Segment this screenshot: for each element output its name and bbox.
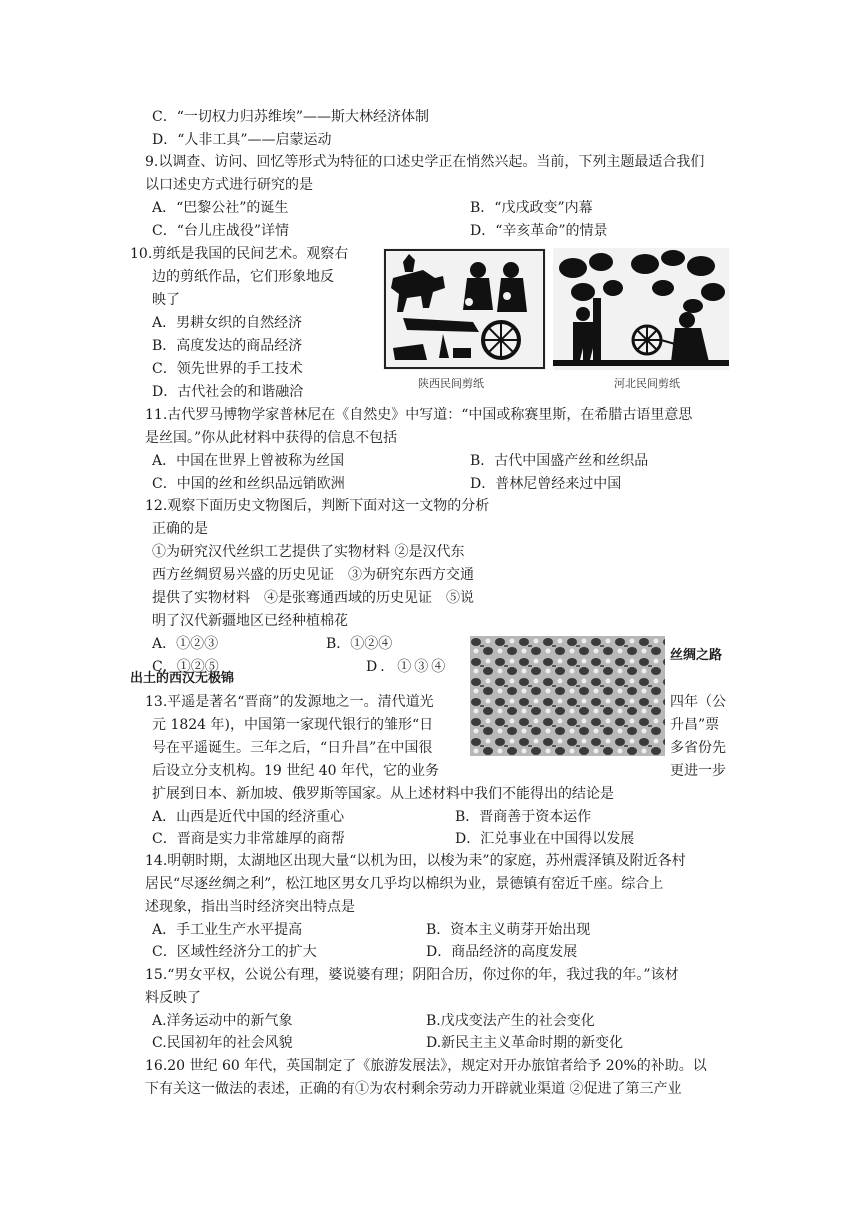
silk-road-caption: 丝绸之路	[670, 648, 723, 663]
q13-option-a: A．山西是近代中国的经济重心	[152, 809, 345, 825]
q13-stem-line4b: 更进一步	[670, 763, 726, 779]
q14-option-c: C．区域性经济分工的扩大	[152, 944, 317, 960]
q12-stem-line6: 明了汉代新疆地区已经种植棉花	[152, 613, 348, 629]
q15-stem-line2: 料反映了	[145, 990, 201, 1006]
q12-stem-line2: 正确的是	[152, 521, 208, 537]
q13-stem-line5: 扩展到日本、新加坡、俄罗斯等国家。从上述材料中我们不能得出的结论是	[152, 786, 614, 802]
q13-stem-line1a: 13.平遥是著名“晋商”的发源地之一。清代道光	[145, 694, 434, 710]
q12-option-d: D．①③④	[366, 659, 449, 675]
q15-option-b: B.戊戌变法产生的社会变化	[426, 1013, 595, 1029]
q11-option-b: B．古代中国盛产丝和丝织品	[470, 453, 649, 469]
q11-option-c: C．中国的丝和丝织品远销欧洲	[152, 476, 345, 492]
q16-stem-line1: 16.20 世纪 60 年代，英国制定了《旅游发展法》，规定对开办旅馆者给予 20%的补助。以	[145, 1058, 707, 1074]
q10-stem-line3: 映了	[152, 292, 180, 308]
q13-option-d: D．汇兑事业在中国得以发展	[455, 831, 635, 847]
q14-stem-line2: 居民“尽逐丝绸之利”，松江地区男女几乎均以棉织为业，景德镇有窑近千座。综合上	[145, 876, 664, 892]
q13-stem-line3b: 多省份先	[670, 740, 726, 756]
q10-option-c: C．领先世界的手工技术	[152, 361, 303, 377]
western-han-brocade-caption: 出土的西汉无极锦	[130, 671, 235, 686]
q13-option-b: B．晋商善于资本运作	[455, 809, 592, 825]
shaanxi-papercut-image	[383, 248, 546, 370]
caption-hebei-papercut: 河北民间剪纸	[614, 377, 680, 390]
q16-stem-line2: 下有关这一做法的表述，正确的有①为农村剩余劳动力开辟就业渠道 ②促进了第三产业	[145, 1081, 682, 1097]
q13-stem-line2b: 升昌”票	[670, 717, 720, 733]
q12-option-c: C．①②⑤	[152, 659, 219, 675]
q14-option-d: D．商品经济的高度发展	[426, 944, 578, 960]
q10-option-a: A．男耕女织的自然经济	[152, 315, 303, 331]
q9-stem-line1: 9.以调查、访问、回忆等形式为特征的口述史学正在悄然兴起。当前，下列主题最适合我们	[145, 154, 705, 170]
q15-option-d: D.新民主主义革命时期的新变化	[426, 1035, 624, 1051]
q12-stem-line5: 提供了实物材料 ④是张骞通西域的历史见证 ⑤说	[152, 590, 474, 606]
q8-option-c: C．“一切权力归苏维埃”——斯大林经济体制	[152, 109, 430, 125]
q14-option-a: A．手工业生产水平提高	[152, 922, 303, 938]
q10-stem-line1: 10.剪纸是我国的民间艺术。观察右	[130, 246, 349, 262]
q12-stem-line4: 西方丝绸贸易兴盛的历史见证 ③为研究东西方交通	[152, 567, 474, 583]
q9-option-d: D．“辛亥革命”的情景	[470, 223, 608, 239]
q13-stem-line3a: 号在平遥诞生。三年之后，“日升昌”在中国很	[152, 740, 433, 756]
q11-option-a: A．中国在世界上曾被称为丝国	[152, 453, 345, 469]
q14-stem-line3: 述现象，指出当时经济突出特点是	[145, 899, 355, 915]
q8-option-d: D．“人非工具”——启蒙运动	[152, 132, 332, 148]
q13-stem-line2a: 元 1824 年)，中国第一家现代银行的雏形“日	[152, 717, 434, 733]
q12-option-b: B．①②④	[326, 636, 393, 652]
q9-option-c: C．“台儿庄战役”详情	[152, 223, 290, 239]
q13-stem-line4a: 后设立分支机构。19 世纪 40 年代，它的业务	[152, 763, 439, 779]
caption-shaanxi-papercut: 陕西民间剪纸	[418, 377, 484, 390]
q11-stem-line2: 是丝国。”你从此材料中获得的信息不包括	[145, 430, 398, 446]
q14-stem-line1: 14.明朝时期，太湖地区出现大量“以机为田，以梭为耒”的家庭，苏州震泽镇及附近各村	[145, 853, 686, 869]
q15-option-c: C.民国初年的社会风貌	[152, 1035, 293, 1051]
q12-stem-line3: ①为研究汉代丝织工艺提供了实物材料 ②是汉代东	[152, 544, 465, 560]
q9-option-b: B．“戊戌政变”内幕	[470, 200, 593, 216]
q12-stem-line1: 12.观察下面历史文物图后，判断下面对这一文物的分析	[145, 498, 490, 514]
q11-option-d: D．普林尼曾经来过中国	[470, 476, 622, 492]
q14-option-b: B．资本主义萌芽开始出现	[426, 922, 591, 938]
q9-option-a: A．“巴黎公社”的诞生	[152, 200, 289, 216]
q13-stem-line1b: 四年（公	[670, 694, 726, 710]
silk-brocade-image	[470, 636, 665, 756]
q13-option-c: C．晋商是实力非常雄厚的商帮	[152, 831, 345, 847]
q15-stem-line1: 15.“男女平权，公说公有理，婆说婆有理；阴阳合历，你过你的年，我过我的年。”该材	[145, 967, 679, 983]
q12-option-a: A．①②③	[152, 636, 219, 652]
q11-stem-line1: 11.古代罗马博物学家普林尼在《自然史》中写道：“中国或称赛里斯，在希腊古语里意思	[145, 407, 693, 423]
q10-option-b: B．高度发达的商品经济	[152, 338, 303, 354]
q9-stem-line2: 以口述史方式进行研究的是	[145, 177, 313, 193]
hebei-papercut-image	[553, 248, 729, 370]
q10-option-d: D．古代社会的和谐融洽	[152, 384, 304, 400]
q15-option-a: A.洋务运动中的新气象	[152, 1013, 293, 1029]
q10-stem-line2: 边的剪纸作品，它们形象地反	[152, 269, 334, 285]
